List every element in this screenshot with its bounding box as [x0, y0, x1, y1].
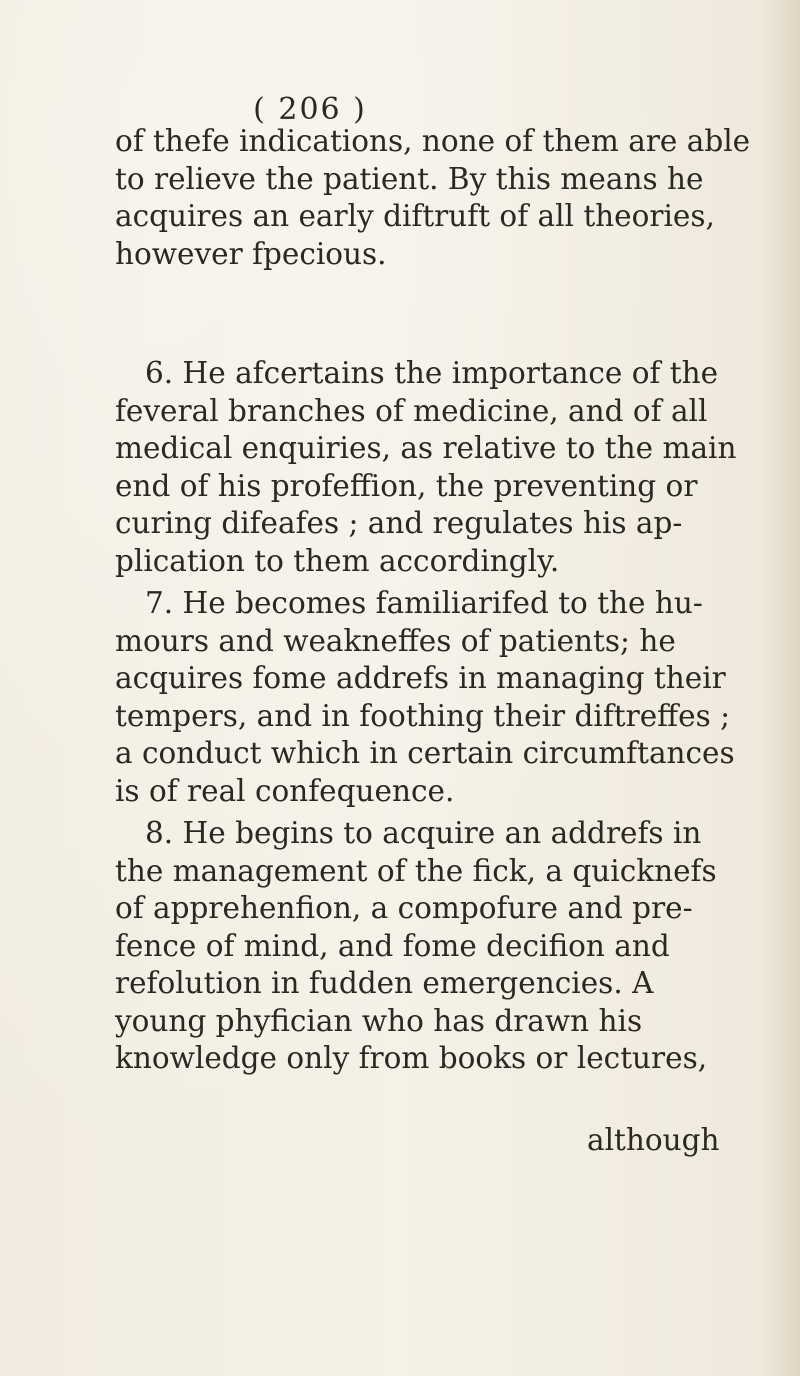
- text-line: plication to them accordingly.: [115, 543, 560, 578]
- text-line: acquires fome addrefs in managing their: [115, 661, 726, 695]
- text-line: tempers, and in foothing their diftreffes ;: [115, 698, 731, 733]
- text-line: mours and weakneffes of patients; he: [115, 623, 676, 658]
- text-line: medical enquiries, as relative to the main: [115, 431, 737, 465]
- text-line: young phyfician who has drawn his: [115, 1003, 643, 1038]
- paragraph-8: [115, 815, 717, 1078]
- text-line: end of his profeffion, the preventing or: [115, 468, 698, 503]
- text-line: acquires an early diftruft of all theories,: [115, 199, 715, 233]
- text-line: however fpecious.: [115, 236, 387, 271]
- text-line: feveral branches of medicine, and of all: [115, 393, 708, 428]
- text-line: a conduct which in certain circumftances: [115, 736, 735, 770]
- paragraph-7: [115, 585, 735, 810]
- paragraph-6: [115, 355, 737, 580]
- text-line: 6. He afcertains the importance of the: [145, 356, 719, 390]
- text-line: fence of mind, and fome decifion and: [115, 928, 670, 963]
- paragraph-continuation: [115, 123, 751, 273]
- text-line: is of real confequence.: [115, 773, 455, 808]
- text-line: refolution in fudden emergencies. A: [115, 966, 654, 1000]
- text-line: to relieve the patient. By this means he: [115, 161, 704, 196]
- text-line: curing difeafes ; and regulates his ap-: [115, 506, 683, 540]
- text-line: the management of the fick, a quicknefs: [115, 853, 717, 888]
- catchword: although: [587, 1123, 720, 1157]
- page-number-header: ( 206 ): [253, 92, 367, 127]
- text-line: 8. He begins to acquire an addrefs in: [145, 816, 702, 850]
- text-line: of apprehenfion, a compofure and pre-: [115, 891, 693, 925]
- text-line: 7. He becomes familiarifed to the hu-: [145, 586, 703, 620]
- text-line: of thefe indications, none of them are able: [115, 124, 751, 158]
- text-line: knowledge only from books or lectures,: [115, 1041, 708, 1075]
- page-edge-shadow: [762, 0, 800, 1376]
